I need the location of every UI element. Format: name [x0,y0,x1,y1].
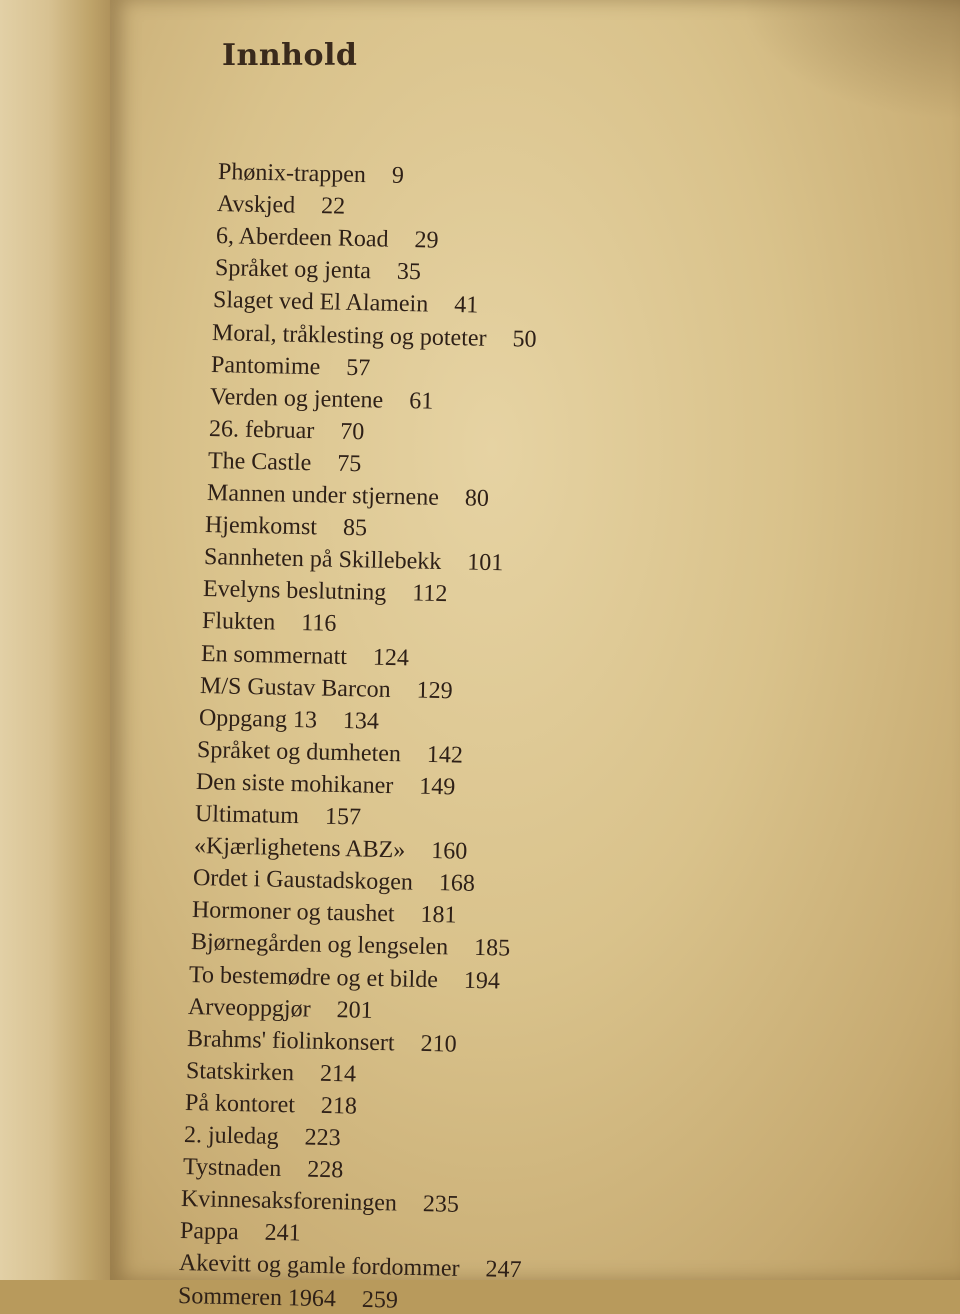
toc-entry-page-number: 75 [336,450,362,478]
toc-entry [204,543,504,577]
toc-entry-title: Oppgang 13 [198,704,317,734]
toc-entry-title: Pappa [180,1218,240,1246]
toc-entry [187,1025,457,1059]
toc-entry-page-number: 9 [391,162,405,189]
toc-entry [218,158,405,190]
toc-entry-title: Tystnaden [182,1154,282,1183]
toc-entry [179,1249,522,1284]
toc-entry-title: Mannen under stjernene [206,480,439,511]
toc-entry [193,864,475,898]
toc-entry-title: På kontoret [184,1089,296,1119]
toc-entry-title: M/S Gustav Barcon [199,672,391,703]
toc-entry-page-number: 29 [413,227,439,254]
toc-entry [211,351,371,382]
toc-entry-page-number: 101 [467,549,504,577]
toc-entry-title: 2. juledag [183,1122,279,1150]
toc-heading: Innhold [222,38,358,73]
toc-entry-title: Pantomime [210,351,321,380]
toc-entry [201,640,410,672]
toc-entry [214,254,420,286]
toc-entry [188,993,373,1025]
toc-entry-title: «Kjærlighetens ABZ» [193,833,406,864]
toc-entry [185,1089,358,1121]
toc-entry-page-number: 235 [423,1191,460,1219]
toc-entry-title: Språket og dumheten [197,736,402,768]
toc-entry [183,1121,340,1152]
toc-entry-page-number: 214 [319,1060,357,1088]
toc-entry-title: Sannheten på Skillebekk [204,544,442,576]
toc-entry-title: 6, Aberdeen Road [215,223,389,253]
toc-entry [194,832,468,866]
toc-entry-page-number: 168 [438,870,476,898]
toc-entry [212,319,537,354]
toc-entry-title: The Castle [207,447,312,477]
toc-entry-title: Flukten [201,608,276,636]
toc-entry [189,961,500,996]
toc-entry-page-number: 70 [339,418,365,446]
toc-entry-page-number: 218 [320,1092,358,1120]
toc-entry-title: Hormoner og taushet [191,897,395,928]
toc-entry [199,672,452,705]
toc-entry-page-number: 80 [464,485,489,512]
toc-entry-page-number: 149 [419,773,456,801]
toc-entry [197,736,463,770]
toc-entry-page-number: 112 [412,580,448,608]
toc-entry [186,1057,357,1089]
toc-entry [202,607,337,638]
toc-entry-title: Den siste mohikaner [196,768,394,800]
toc-entry-title: Arveoppgjør [188,993,312,1023]
toc-entry [209,415,365,446]
toc-entry-page-number: 210 [420,1030,457,1058]
toc-entry-title: 26. februar [208,415,315,444]
toc-entry [196,768,456,801]
toc-entry-page-number: 228 [306,1156,344,1184]
toc-entry-title: Ordet i Gaustadskogen [192,865,414,896]
toc-entry-page-number: 223 [304,1124,341,1152]
toc-entry-title: Verden og jentene [209,383,384,414]
toc-entry [215,222,438,255]
toc-entry [191,896,456,930]
toc-entry [195,800,362,831]
toc-entry [190,928,510,963]
toc-entry-page-number: 41 [454,292,479,319]
toc-entry-title: Bjørnegården og lengselen [190,929,449,961]
toc-entry-page-number: 247 [485,1256,522,1284]
toc-entry [180,1217,301,1248]
toc-entry [207,447,361,478]
toc-entry-page-number: 50 [512,325,538,353]
toc-entry-page-number: 142 [427,741,464,769]
toc-entry-page-number: 57 [346,354,371,381]
toc-entry [182,1153,343,1184]
toc-entry-title: Sommeren 1964 [177,1282,337,1312]
toc-entry-title: Ultimatum [194,801,300,830]
toc-entry-page-number: 85 [343,514,368,542]
toc-entry-title: Hjemkomst [205,512,318,541]
toc-entry-title: Kvinnesaksforeningen [181,1186,398,1217]
toc-entry-page-number: 124 [372,644,410,671]
toc-entry [205,511,368,542]
toc-entry-title: En sommernatt [200,640,348,670]
toc-entry-page-number: 181 [419,902,457,929]
toc-entry-title: Akevitt og gamle fordommer [178,1250,460,1283]
toc-entry [178,1282,399,1314]
toc-entry-page-number: 22 [320,193,346,220]
toc-entry-title: Språket og jenta [214,255,371,285]
toc-entry-page-number: 160 [431,838,468,865]
toc-entry [203,575,448,608]
toc-entry-title: Phønix-trappen [217,159,367,189]
toc-entry [217,190,346,221]
toc-entry-title: Moral, tråklesting og poteter [212,319,488,352]
toc-entry-title: Evelyns beslutning [202,576,387,607]
toc-entry-page-number: 134 [342,707,379,735]
toc-entry-page-number: 241 [264,1220,302,1247]
toc-entry-page-number: 157 [324,803,362,831]
toc-entry-page-number: 61 [408,387,434,415]
toc-entry [206,479,488,513]
toc-entry [210,383,434,416]
toc-entry-page-number: 194 [463,967,501,995]
toc-entry-page-number: 129 [416,677,453,704]
toc-entry-title: To bestemødre og et bilde [189,961,439,993]
toc-entry [181,1185,459,1219]
toc-entry-title: Slaget ved El Alamein [213,287,429,318]
toc-entry-page-number: 201 [336,996,374,1024]
toc-entry-title: Brahms' fiolinkonsert [186,1025,395,1057]
toc-entry-title: Avskjed [216,191,296,219]
toc-entry-page-number: 185 [473,935,511,963]
toc-entry-page-number: 259 [361,1286,399,1314]
toc-entry [213,286,479,320]
toc-entry-page-number: 35 [396,259,421,286]
toc-entry-page-number: 116 [301,610,337,638]
toc-entry [198,704,379,736]
toc-entry-title: Statskirken [185,1057,295,1087]
